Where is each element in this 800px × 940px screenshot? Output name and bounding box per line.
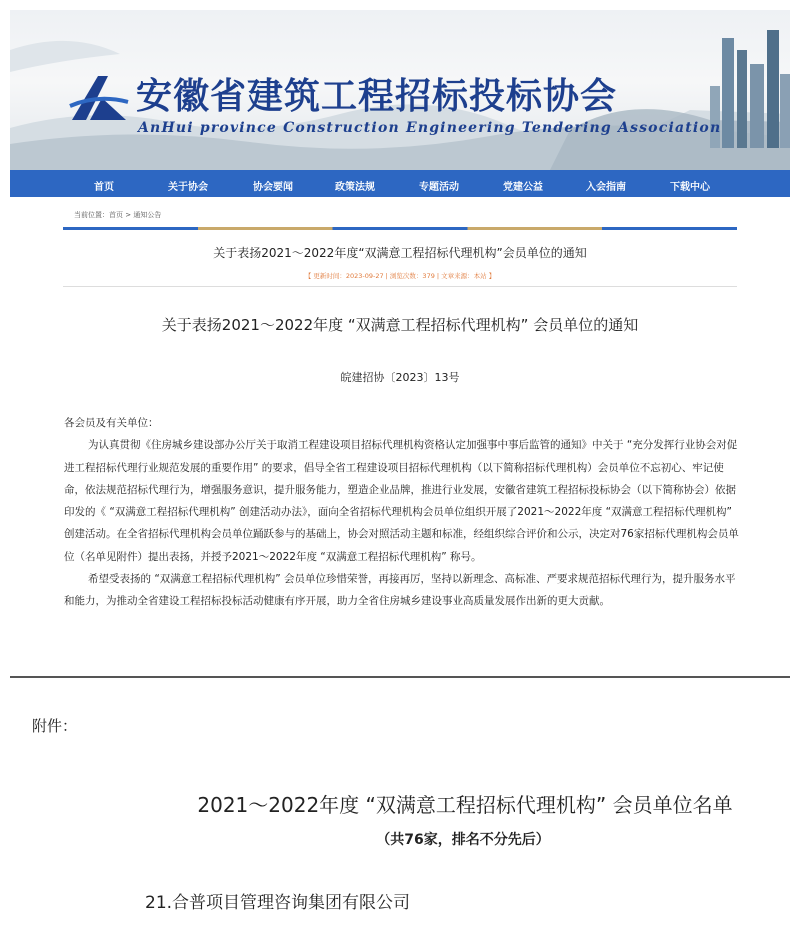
article-title: 关于表扬2021～2022年度 “双满意工程招标代理机构” 会员单位的通知	[161, 316, 639, 334]
article-body	[64, 412, 744, 613]
breadcrumb-divider	[63, 227, 737, 230]
nav-item-about[interactable]: 关于协会	[168, 182, 208, 193]
list-item: 21.合普项目管理咨询集团有限公司	[145, 893, 411, 913]
breadcrumb: 当前位置：首页 > 通知公告	[74, 211, 162, 219]
nav-item-news[interactable]: 协会要闻	[253, 182, 293, 193]
nav-item-activities[interactable]: 专题活动	[419, 182, 459, 193]
association-logo-icon	[68, 72, 130, 124]
site-banner	[10, 10, 790, 170]
nav-item-downloads[interactable]: 下载中心	[670, 182, 710, 193]
nav-item-join[interactable]: 入会指南	[586, 182, 626, 193]
nav-item-party[interactable]: 党建公益	[503, 182, 543, 193]
article-meta: 【 更新时间：2023-09-27 | 浏览次数：379 | 文章来源：本站 】	[304, 272, 496, 280]
paragraph-2: 希望受表扬的 “双满意工程招标代理机构” 会员单位珍惜荣誉，再接再厉，坚持以新理念、高标准、严要求规范招标代理行为，提升服务水平和能力，为推动全省建设工程招标投标活动健康有序开展，助力全省住房城乡建设事业高质量发展作出新的更大贡献。	[64, 573, 736, 608]
annex-label: 附件：	[32, 717, 78, 735]
nav-item-home[interactable]: 首页	[94, 182, 114, 193]
document-number: 皖建招协〔2023〕13号	[340, 371, 460, 384]
article-header-title: 关于表扬2021～2022年度“双满意工程招标代理机构”会员单位的通知	[213, 246, 587, 260]
section-divider	[10, 676, 790, 678]
paragraph-1: 为认真贯彻《住房城乡建设部办公厅关于取消工程建设项目招标代理机构资格认定加强事中事后监管的通知》中关于 “充分发挥行业协会对促进工程招标代理行业规范发展的重要作用” 的要求，倡导全省工程建设项目招标代理机构（以下简称招标代理机构）会员单位不忘初心、牢记使命，依法规范招标代理行为，增强服务意识，提升服务能力，塑造企业品牌，推进行业发展，安徽省建筑工程招标投标协会（以下简称协会）依据印发的《 “双满意工程招标代理机构” 创建活动办法》，面向全省招标代理机构会员单位组织开展了2021～2022年度 “双满意工程招标代理机构” 创建活动。在全省招标代理机构会员单位踊跃参与的基础上，协会对照活动主题和标准，经组织综合评价和公示，决定对76家招标代理机构会员单位（名单见附件）提出表扬，并授予2021～2022年度 “双满意工程招标代理机构” 称号。	[64, 439, 739, 563]
list-subtitle: （共76家，排名不分先后）	[376, 832, 550, 848]
nav-item-policy[interactable]: 政策法规	[335, 182, 375, 193]
meta-divider	[63, 286, 737, 287]
main-nav	[10, 170, 790, 197]
list-title: 2021～2022年度 “双满意工程招标代理机构” 会员单位名单	[197, 793, 733, 817]
site-subtitle: AnHui province Construction Engineering Tendering Association	[138, 120, 722, 136]
salutation: 各会员及有关单位：	[64, 417, 159, 429]
site-title: 安徽省建筑工程招标投标协会	[136, 75, 618, 117]
